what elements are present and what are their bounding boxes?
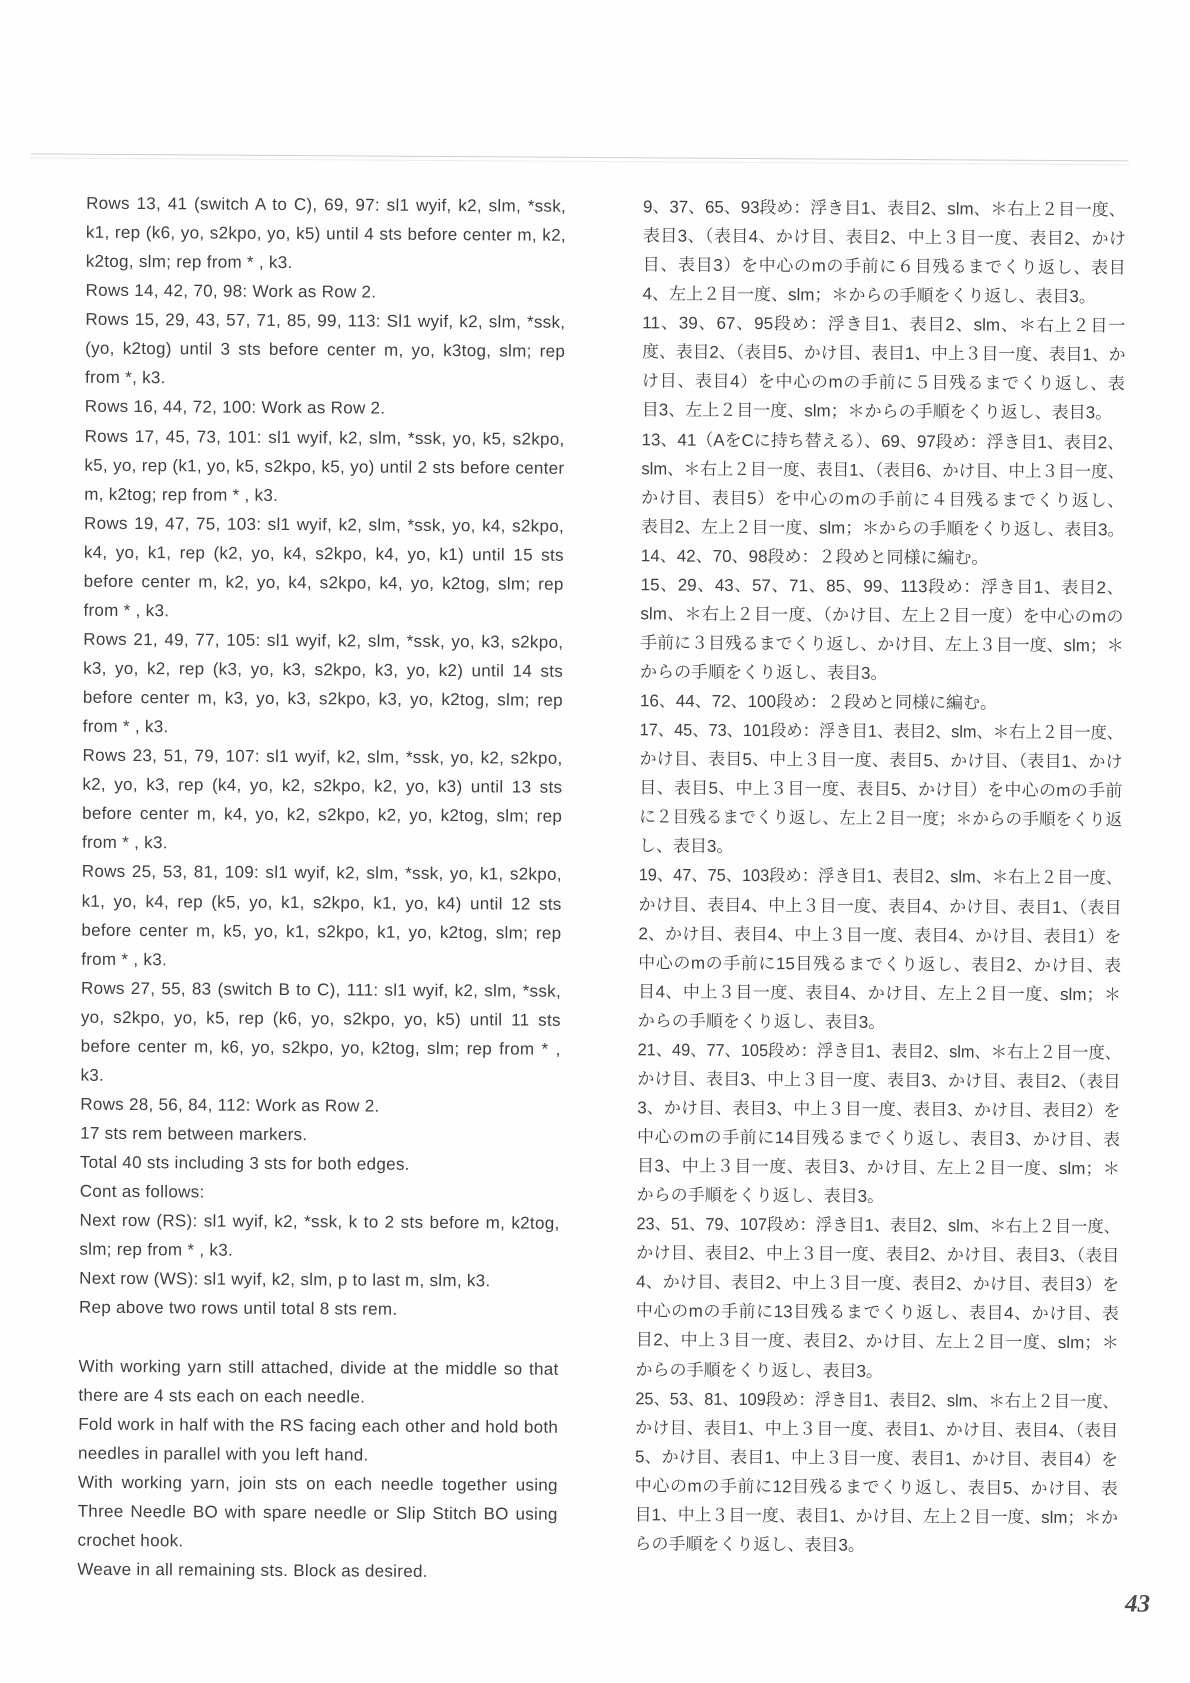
japanese-text-line: slm、＊右上２目一度、表目1、（表目6、かけ目、中上３目一度、: [641, 458, 1125, 481]
english-text-line: Rows 21, 49, 77, 105: sl1 wyif, k2, slm, *ssk, yo, k3, s2kpo,: [83, 629, 564, 652]
japanese-text-line: 9、37、65、93段め：浮き目1、表目2、slm、＊右上２目一度、: [643, 197, 1126, 220]
english-text-line: there are 4 sts each on each needle.: [78, 1385, 366, 1407]
japanese-text-line: し、表目3。: [638, 836, 734, 857]
english-text-line: Cont as follows:: [79, 1181, 205, 1202]
japanese-text-line: らの手順をくり返し、表目3。: [634, 1534, 865, 1555]
english-text-line: Three Needle BO with spare needle or Slip Stitch BO using: [77, 1501, 558, 1524]
japanese-paragraph: [642, 309, 1126, 428]
english-paragraph: [78, 1351, 558, 1412]
japanese-text-line: 目、表目5、中上３目一度、表目5、かけ目）を中心のmの手前: [639, 778, 1123, 801]
english-text-line: before center m, k6, yo, s2kpo, yo, k2tog, slm; rep from * ,: [80, 1036, 561, 1059]
english-text-line: Rows 14, 42, 70, 98: Work as Row 2.: [85, 280, 377, 302]
japanese-text-line: 目3、左上２目一度、slm；＊からの手順をくり返し、表目3。: [641, 400, 1113, 423]
english-paragraph: [83, 508, 564, 627]
english-instructions-column: [77, 189, 566, 1587]
japanese-text-line: 中心のmの手前に15目残るまでくり返し、表目2、かけ目、表: [638, 952, 1122, 976]
japanese-text-line: からの手順をくり返し、表目3。: [636, 1185, 885, 1206]
english-paragraph: [85, 305, 566, 395]
english-text-line: needles in parallel with you left hand.: [77, 1443, 369, 1465]
japanese-text-line: 25、53、81、109段め：浮き目1、表目2、slm、＊右上２目一度、: [635, 1388, 1119, 1411]
english-text-line: Rows 19, 47, 75, 103: sl1 wyif, k2, slm, *ssk, yo, k4, s2kpo,: [83, 513, 565, 536]
english-paragraph: [82, 741, 563, 860]
japanese-text-line: 中心のmの手前に14目残るまでくり返し、表目3、かけ目、表: [637, 1127, 1121, 1150]
english-paragraph: [77, 1555, 557, 1587]
english-text-line: k5, yo, rep (k1, yo, k5, s2kpo, k5, yo) until 2 sts before center: [84, 455, 565, 478]
english-text-line: crochet hook.: [77, 1530, 184, 1551]
english-paragraph: [86, 189, 567, 279]
japanese-paragraph: [639, 715, 1123, 863]
japanese-text-line: 17、45、73、101段め：浮き目1、表目2、slm、＊右上２目一度、: [639, 720, 1124, 743]
japanese-paragraph: [640, 570, 1124, 689]
japanese-text-line: 13、41（AをCに持ち替える）、69、97段め：浮き目1、表目2、: [641, 429, 1125, 452]
english-text-line: (yo, k2tog) until 3 sts before center m, yo, k3tog, slm; rep: [85, 339, 566, 362]
english-text-line: from * , k3.: [81, 949, 168, 969]
english-paragraph: [83, 625, 564, 744]
english-text-line: Rows 16, 44, 72, 100: Work as Row 2.: [84, 397, 386, 419]
japanese-text-line: 11、39、67、95段め：浮き目1、表目2、slm、＊右上２目一: [642, 313, 1126, 336]
english-text-line: Rows 28, 56, 84, 112: Work as Row 2.: [80, 1094, 380, 1116]
japanese-text-line: 2、かけ目、表目4、中上３目一度、表目4、かけ目、表目1）を: [638, 923, 1122, 946]
japanese-text-line: 14、42、70、98段め：２段めと同様に編む。: [640, 546, 989, 568]
english-text-line: m, k2tog; rep from * , k3.: [84, 484, 279, 505]
japanese-text-line: 中心のmの手前に13目残るまでくり返し、表目4、かけ目、表: [635, 1301, 1120, 1324]
japanese-text-line: 4、左上２目一度、slm；＊からの手順をくり返し、表目3。: [642, 284, 1096, 307]
japanese-text-line: 目3、中上３目一度、表目3、かけ目、左上２目一度、slm；＊: [636, 1156, 1120, 1179]
english-text-line: before center m, k3, yo, k3, s2kpo, k3, yo, k2tog, slm; rep: [82, 687, 563, 710]
japanese-text-line: 19、47、75、103段め：浮き目1、表目2、slm、＊右上２目一度、: [638, 865, 1123, 888]
english-text-line: Rows 13, 41 (switch A to C), 69, 97: sl1 wyif, k2, slm, *ssk,: [86, 193, 567, 216]
english-text-line: k3.: [80, 1065, 105, 1085]
english-text-line: yo, s2kpo, yo, k5, rep (k6, yo, s2kpo, yo, k5) until 11 sts: [80, 1007, 561, 1030]
japanese-text-line: 表目3、（表目4、かけ目、表目2、中上３目一度、表目2、かけ: [642, 226, 1126, 249]
japanese-instructions-column: [634, 192, 1126, 1561]
english-text-line: Rows 25, 53, 81, 109: sl1 wyif, k2, slm, *ssk, yo, k1, s2kpo,: [81, 862, 562, 885]
japanese-text-line: かけ目、表目2、中上３目一度、表目2、かけ目、表目3、（表目: [636, 1243, 1120, 1266]
japanese-text-line: 目1、中上３目一度、表目1、かけ目、左上２目一度、slm；＊か: [634, 1505, 1119, 1528]
english-paragraph: [80, 1148, 560, 1180]
english-text-line: k2tog, slm; rep from * , k3.: [85, 251, 293, 273]
english-text-line: k1, rep (k6, yo, s2kpo, yo, k5) until 4 sts before center m, k2,: [85, 222, 566, 245]
english-paragraph: [80, 973, 561, 1092]
japanese-paragraph: [635, 1209, 1119, 1386]
japanese-text-line: け目、表目4）を中心のmの手前に５目残るまでくり返し、表: [641, 371, 1126, 394]
japanese-text-line: からの手順をくり返し、表目3。: [637, 1011, 886, 1032]
japanese-text-line: 4、かけ目、表目2、中上３目一度、表目2、かけ目、表目3）を: [636, 1272, 1120, 1295]
english-text-line: With working yarn still attached, divide at the middle so that: [78, 1356, 559, 1379]
english-text-line: from * , k3.: [82, 716, 169, 737]
japanese-paragraph: [634, 1384, 1118, 1561]
japanese-paragraph: [638, 861, 1122, 1038]
english-text-line: Next row (WS): sl1 wyif, k2, slm, p to last m, slm, k3.: [79, 1268, 491, 1291]
japanese-text-line: 16、44、72、100段め：２段めと同様に編む。: [639, 691, 998, 713]
english-paragraph: [84, 421, 565, 511]
japanese-text-line: 中心のmの手前に12目残るまでくり返し、表目5、かけ目、表: [634, 1476, 1118, 1499]
english-text-line: Weave in all remaining sts. Block as desired.: [77, 1559, 428, 1581]
english-text-line: k3, yo, k2, rep (k3, yo, k3, s2kpo, k3, yo, k2) until 14 sts: [83, 658, 564, 681]
japanese-text-line: からの手順をくり返し、表目3。: [640, 662, 888, 683]
japanese-text-line: かけ目、表目3、中上３目一度、表目3、かけ目、表目2、（表目: [637, 1069, 1121, 1092]
english-text-line: before center m, k5, yo, k1, s2kpo, k1, yo, k2tog, slm; rep: [81, 920, 562, 943]
english-paragraph: [80, 1090, 560, 1122]
japanese-text-line: 3、かけ目、表目3、中上３目一度、表目3、かけ目、表目2）を: [637, 1098, 1121, 1121]
english-text-line: from * , k3.: [81, 833, 168, 853]
japanese-text-line: 表目2、左上２目一度、slm；＊からの手順をくり返し、表目3。: [640, 516, 1125, 540]
english-text-line: before center m, k4, yo, k2, s2kpo, k2, yo, k2tog, slm; rep: [82, 804, 563, 827]
english-text-line: Next row (RS): sl1 wyif, k2, *ssk, k to 2 sts before m, k2tog,: [79, 1210, 560, 1233]
japanese-text-line: 15、29、43、57、71、85、99、113段め：浮き目1、表目2、: [640, 575, 1124, 598]
english-paragraph: [85, 276, 565, 308]
english-paragraph: [77, 1467, 558, 1557]
japanese-text-line: に２目残るまでくり返し、左上２目一度；＊からの手順をくり返: [639, 807, 1123, 830]
english-text-line: 17 sts rem between markers.: [80, 1123, 308, 1145]
english-paragraph: [80, 1177, 560, 1209]
japanese-text-line: かけ目、表目1、中上３目一度、表目1、かけ目、表目4、（表目: [635, 1417, 1119, 1441]
english-text-line: slm; rep from * , k3.: [79, 1239, 234, 1260]
english-section: [77, 1351, 558, 1587]
japanese-section: [634, 192, 1126, 1561]
english-paragraph: [85, 392, 565, 424]
english-paragraph: [78, 1409, 558, 1470]
english-text-line: k1, yo, k4, rep (k5, yo, k1, s2kpo, k1, yo, k4) until 12 sts: [81, 891, 562, 914]
english-text-line: Total 40 sts including 3 sts for both edges.: [79, 1152, 410, 1174]
japanese-text-line: 度、表目2、（表目5、かけ目、表目1、中上３目一度、表目1、か: [642, 342, 1126, 365]
japanese-text-line: 目2、中上３目一度、表目2、かけ目、左上２目一度、slm；＊: [635, 1330, 1119, 1353]
english-text-line: k2, yo, k3, rep (k4, yo, k2, s2kpo, k2, yo, k3) until 13 sts: [82, 774, 563, 798]
english-paragraph: [79, 1293, 559, 1325]
japanese-paragraph: [641, 541, 1124, 573]
japanese-paragraph: [641, 425, 1125, 544]
english-text-line: before center m, k2, yo, k4, s2kpo, k4, yo, k2tog, slm; rep: [83, 571, 564, 594]
japanese-text-line: かけ目、表目4、中上３目一度、表目4、かけ目、表目1、（表目: [638, 894, 1122, 917]
english-text-line: Rows 27, 55, 83 (switch B to C), 111: sl1 wyif, k2, slm, *ssk,: [80, 978, 562, 1001]
english-text-line: Rows 17, 45, 73, 101: sl1 wyif, k2, slm, *ssk, yo, k5, s2kpo,: [84, 426, 565, 449]
japanese-paragraph: [642, 192, 1126, 311]
japanese-text-line: 5、かけ目、表目1、中上３目一度、表目1、かけ目、表目4）を: [634, 1446, 1119, 1470]
japanese-text-line: 手前に３目残るまでくり返し、かけ目、左上３目一度、slm；＊: [640, 633, 1124, 656]
japanese-text-line: かけ目、表目5）を中心のmの手前に４目残るまでくり返し、: [641, 487, 1125, 511]
english-paragraph: [79, 1206, 559, 1267]
english-text-line: With working yarn, join sts on each needle together using: [77, 1472, 558, 1495]
english-text-line: Rows 15, 29, 43, 57, 71, 85, 99, 113: Sl1 wyif, k2, slm, *ssk,: [85, 309, 566, 333]
english-text-line: from * , k3.: [83, 600, 170, 621]
english-paragraph: [80, 1119, 560, 1151]
english-text-line: Rep above two rows until total 8 sts rem.: [78, 1298, 398, 1320]
japanese-text-line: からの手順をくり返し、表目3。: [635, 1359, 884, 1381]
japanese-text-line: 21、49、77、105段め：浮き目1、表目2、slm、＊右上２目一度、: [637, 1040, 1122, 1063]
english-paragraph: [81, 857, 562, 976]
english-section: [79, 189, 566, 1326]
page-number: 43: [1124, 1590, 1151, 1618]
japanese-text-line: slm、＊右上２目一度、（かけ目、左上２目一度）を中心のmの: [640, 604, 1124, 627]
english-text-line: from *, k3.: [84, 368, 166, 388]
japanese-paragraph: [640, 686, 1123, 718]
japanese-text-line: 23、51、79、107段め：浮き目1、表目2、slm、＊右上２目一度、: [636, 1214, 1120, 1237]
japanese-text-line: かけ目、表目5、中上３目一度、表目5、かけ目、（表目1、かけ: [639, 749, 1123, 772]
header-rule: [30, 153, 1128, 165]
english-paragraph: [79, 1264, 559, 1296]
english-text-line: k4, yo, k1, rep (k2, yo, k4, s2kpo, k4, yo, k1) until 15 sts: [83, 542, 564, 565]
english-text-line: Fold work in half with the RS facing each other and hold both: [78, 1414, 559, 1437]
japanese-paragraph: [637, 1035, 1121, 1212]
english-text-line: Rows 23, 51, 79, 107: sl1 wyif, k2, slm, *ssk, yo, k2, s2kpo,: [82, 745, 563, 768]
japanese-text-line: 目、表目3）を中心のmの手前に６目残るまでくり返し、表目: [642, 255, 1126, 278]
japanese-text-line: 目4、中上３目一度、表目4、かけ目、左上２目一度、slm；＊: [637, 981, 1122, 1005]
